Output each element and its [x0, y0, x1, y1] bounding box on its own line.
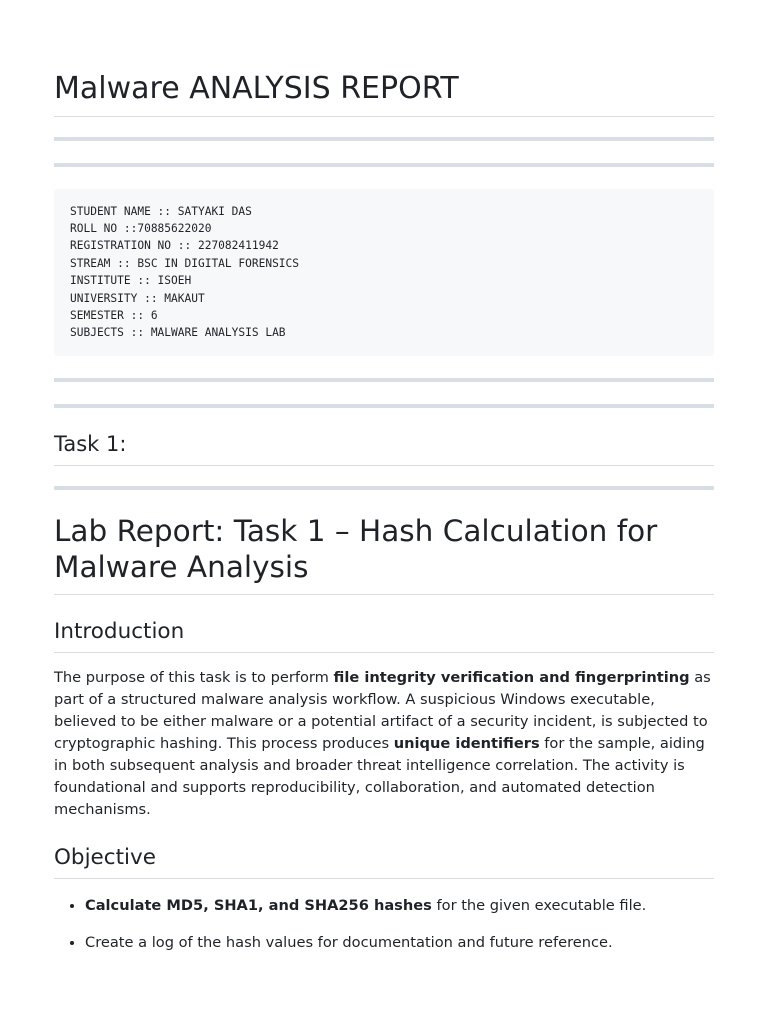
task-heading: Task 1: [54, 432, 714, 466]
introduction-heading: Introduction [54, 619, 714, 653]
info-line: UNIVERSITY :: MAKAUT [70, 291, 205, 305]
intro-text: for the sample, aiding in both subsequent analysis and broader threat intelligence correlation. The activity is foundational and supports reproducibility, collaboration, and automated detection mechanisms. [54, 734, 705, 818]
intro-text: The purpose of this task is to perform [54, 668, 334, 686]
info-line: INSTITUTE :: ISOEH [70, 274, 192, 288]
student-info-block [54, 189, 714, 356]
introduction-paragraph [54, 667, 714, 821]
list-item [85, 932, 714, 954]
objective-heading: Objective [54, 845, 714, 879]
horizontal-rule [54, 404, 714, 408]
intro-text: as part of a structured malware analysis workflow. A suspicious Windows executable, believed to be either malware or a potential artifact of a security incident, is subjected to cryptographic hashing. This process produces [54, 668, 711, 752]
info-line: SEMESTER :: 6 [70, 308, 158, 322]
info-line: STREAM :: BSC IN DIGITAL FORENSICS [70, 256, 300, 270]
horizontal-rule [54, 486, 714, 490]
info-line: STUDENT NAME :: SATYAKI DAS [70, 204, 252, 218]
list-item [85, 895, 714, 917]
objective-list [54, 895, 714, 954]
info-line: REGISTRATION NO :: 227082411942 [70, 239, 279, 253]
horizontal-rule [54, 137, 714, 141]
intro-bold-text: unique identifiers [393, 734, 540, 752]
intro-bold-text: file integrity verification and fingerprinting [333, 668, 690, 686]
objective-text: Create a log of the hash values for documentation and future reference. [85, 933, 613, 951]
horizontal-rule [54, 163, 714, 167]
horizontal-rule [54, 378, 714, 382]
info-line: SUBJECTS :: MALWARE ANALYSIS LAB [70, 326, 286, 340]
objective-bold-text: Calculate MD5, SHA1, and SHA256 hashes [85, 896, 432, 914]
lab-report-title: Lab Report: Task 1 – Hash Calculation for Malware Analysis [54, 514, 714, 595]
objective-text: for the given executable file. [431, 896, 647, 914]
page-title: Malware ANALYSIS REPORT [54, 70, 714, 117]
info-line: ROLL NO ::70885622020 [70, 221, 212, 235]
